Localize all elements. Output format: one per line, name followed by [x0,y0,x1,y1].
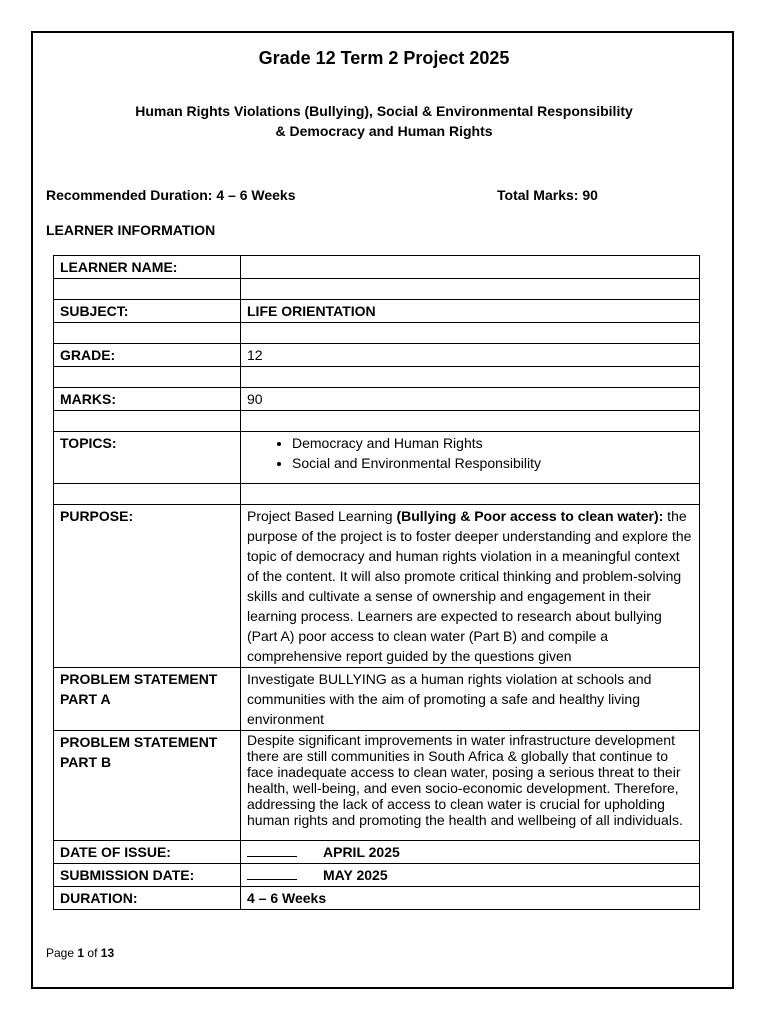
blank-line[interactable] [247,844,297,857]
topics-label: TOPICS: [54,432,241,484]
purpose-text: the purpose of the project is to foster deeper understanding and explore the topic of democracy and human rights violation in a meaningful context of the content. It will also promote critical thinking and problem-solving skills and cultivate a sense of ownership and engagement in their learning process. Learners are expected to research about bullying (Part A) poor access to clean water (Part B) and compile a comprehensive report guided by the questions given [247,508,692,664]
document-title: Grade 12 Term 2 Project 2025 [258,48,510,68]
table-row [54,432,700,484]
topics-list [247,433,693,473]
problem-a-text: Investigate BULLYING as a human rights violation at schools and communities with the aim of promoting a safe and healthy living environment [241,668,700,731]
table-row [54,841,700,864]
date-issue-text: APRIL 2025 [323,844,400,860]
table-row [54,731,700,841]
spacer-row [54,323,700,344]
submission-value [241,864,700,887]
list-item: • Democracy and Human Rights [292,433,693,453]
date-issue-value [241,841,700,864]
table-row [54,256,700,279]
submission-label: SUBMISSION DATE: [54,864,241,887]
marks-value: 90 [241,388,700,411]
table-row [54,668,700,731]
problem-b-label: PROBLEM STATEMENT PART B [54,731,241,841]
total-marks: Total Marks: 90 [497,187,598,203]
purpose-intro: Project Based Learning [247,508,397,524]
spacer-row [54,279,700,300]
table-row [54,388,700,411]
subject-label: SUBJECT: [54,300,241,323]
purpose-bold: (Bullying & Poor access to clean water): [396,508,664,524]
subject-value: LIFE ORIENTATION [241,300,700,323]
spacer-row [54,367,700,388]
document-subtitle [0,101,768,141]
grade-label: GRADE: [54,344,241,367]
learner-name-field[interactable] [241,256,700,279]
table-row [54,300,700,323]
page-total: 13 [100,946,115,960]
submission-text: MAY 2025 [323,867,388,883]
purpose-value [241,505,700,668]
spacer-row [54,484,700,505]
table-row [54,864,700,887]
marks-label: MARKS: [54,388,241,411]
table-row [54,344,700,367]
spacer-row [54,411,700,432]
learner-info-table [53,255,700,910]
page-current: 1 [77,946,85,960]
section-heading: LEARNER INFORMATION [46,222,216,238]
list-item: • Social and Environmental Responsibility [292,453,693,473]
recommended-duration: Recommended Duration: 4 – 6 Weeks [46,187,296,203]
duration-label: DURATION: [54,887,241,910]
duration-value: 4 – 6 Weeks [241,887,700,910]
subtitle-line-2: & Democracy and Human Rights [275,123,493,139]
problem-b-text: Despite significant improvements in water infrastructure development there are still communities in South Africa & globally that continue to face inadequate access to clean water, posing a serious threat to their health, well-being, and even socio-economic development. Therefore, addressing the lack of access to clean water is crucial for upholding human rights and promoting the health and wellbeing of all individuals. [241,731,700,841]
learner-name-label: LEARNER NAME: [54,256,241,279]
grade-value: 12 [241,344,700,367]
table-row [54,887,700,910]
of-word: of [87,946,98,960]
subtitle-line-1: Human Rights Violations (Bullying), Social & Environmental Responsibility [135,103,633,119]
page-word: Page [46,946,75,960]
page-footer [46,946,114,960]
blank-line[interactable] [247,867,297,880]
problem-a-label: PROBLEM STATEMENT PART A [54,668,241,731]
purpose-label: PURPOSE: [54,505,241,668]
date-issue-label: DATE OF ISSUE: [54,841,241,864]
table-row [54,505,700,668]
topics-value [241,432,700,484]
